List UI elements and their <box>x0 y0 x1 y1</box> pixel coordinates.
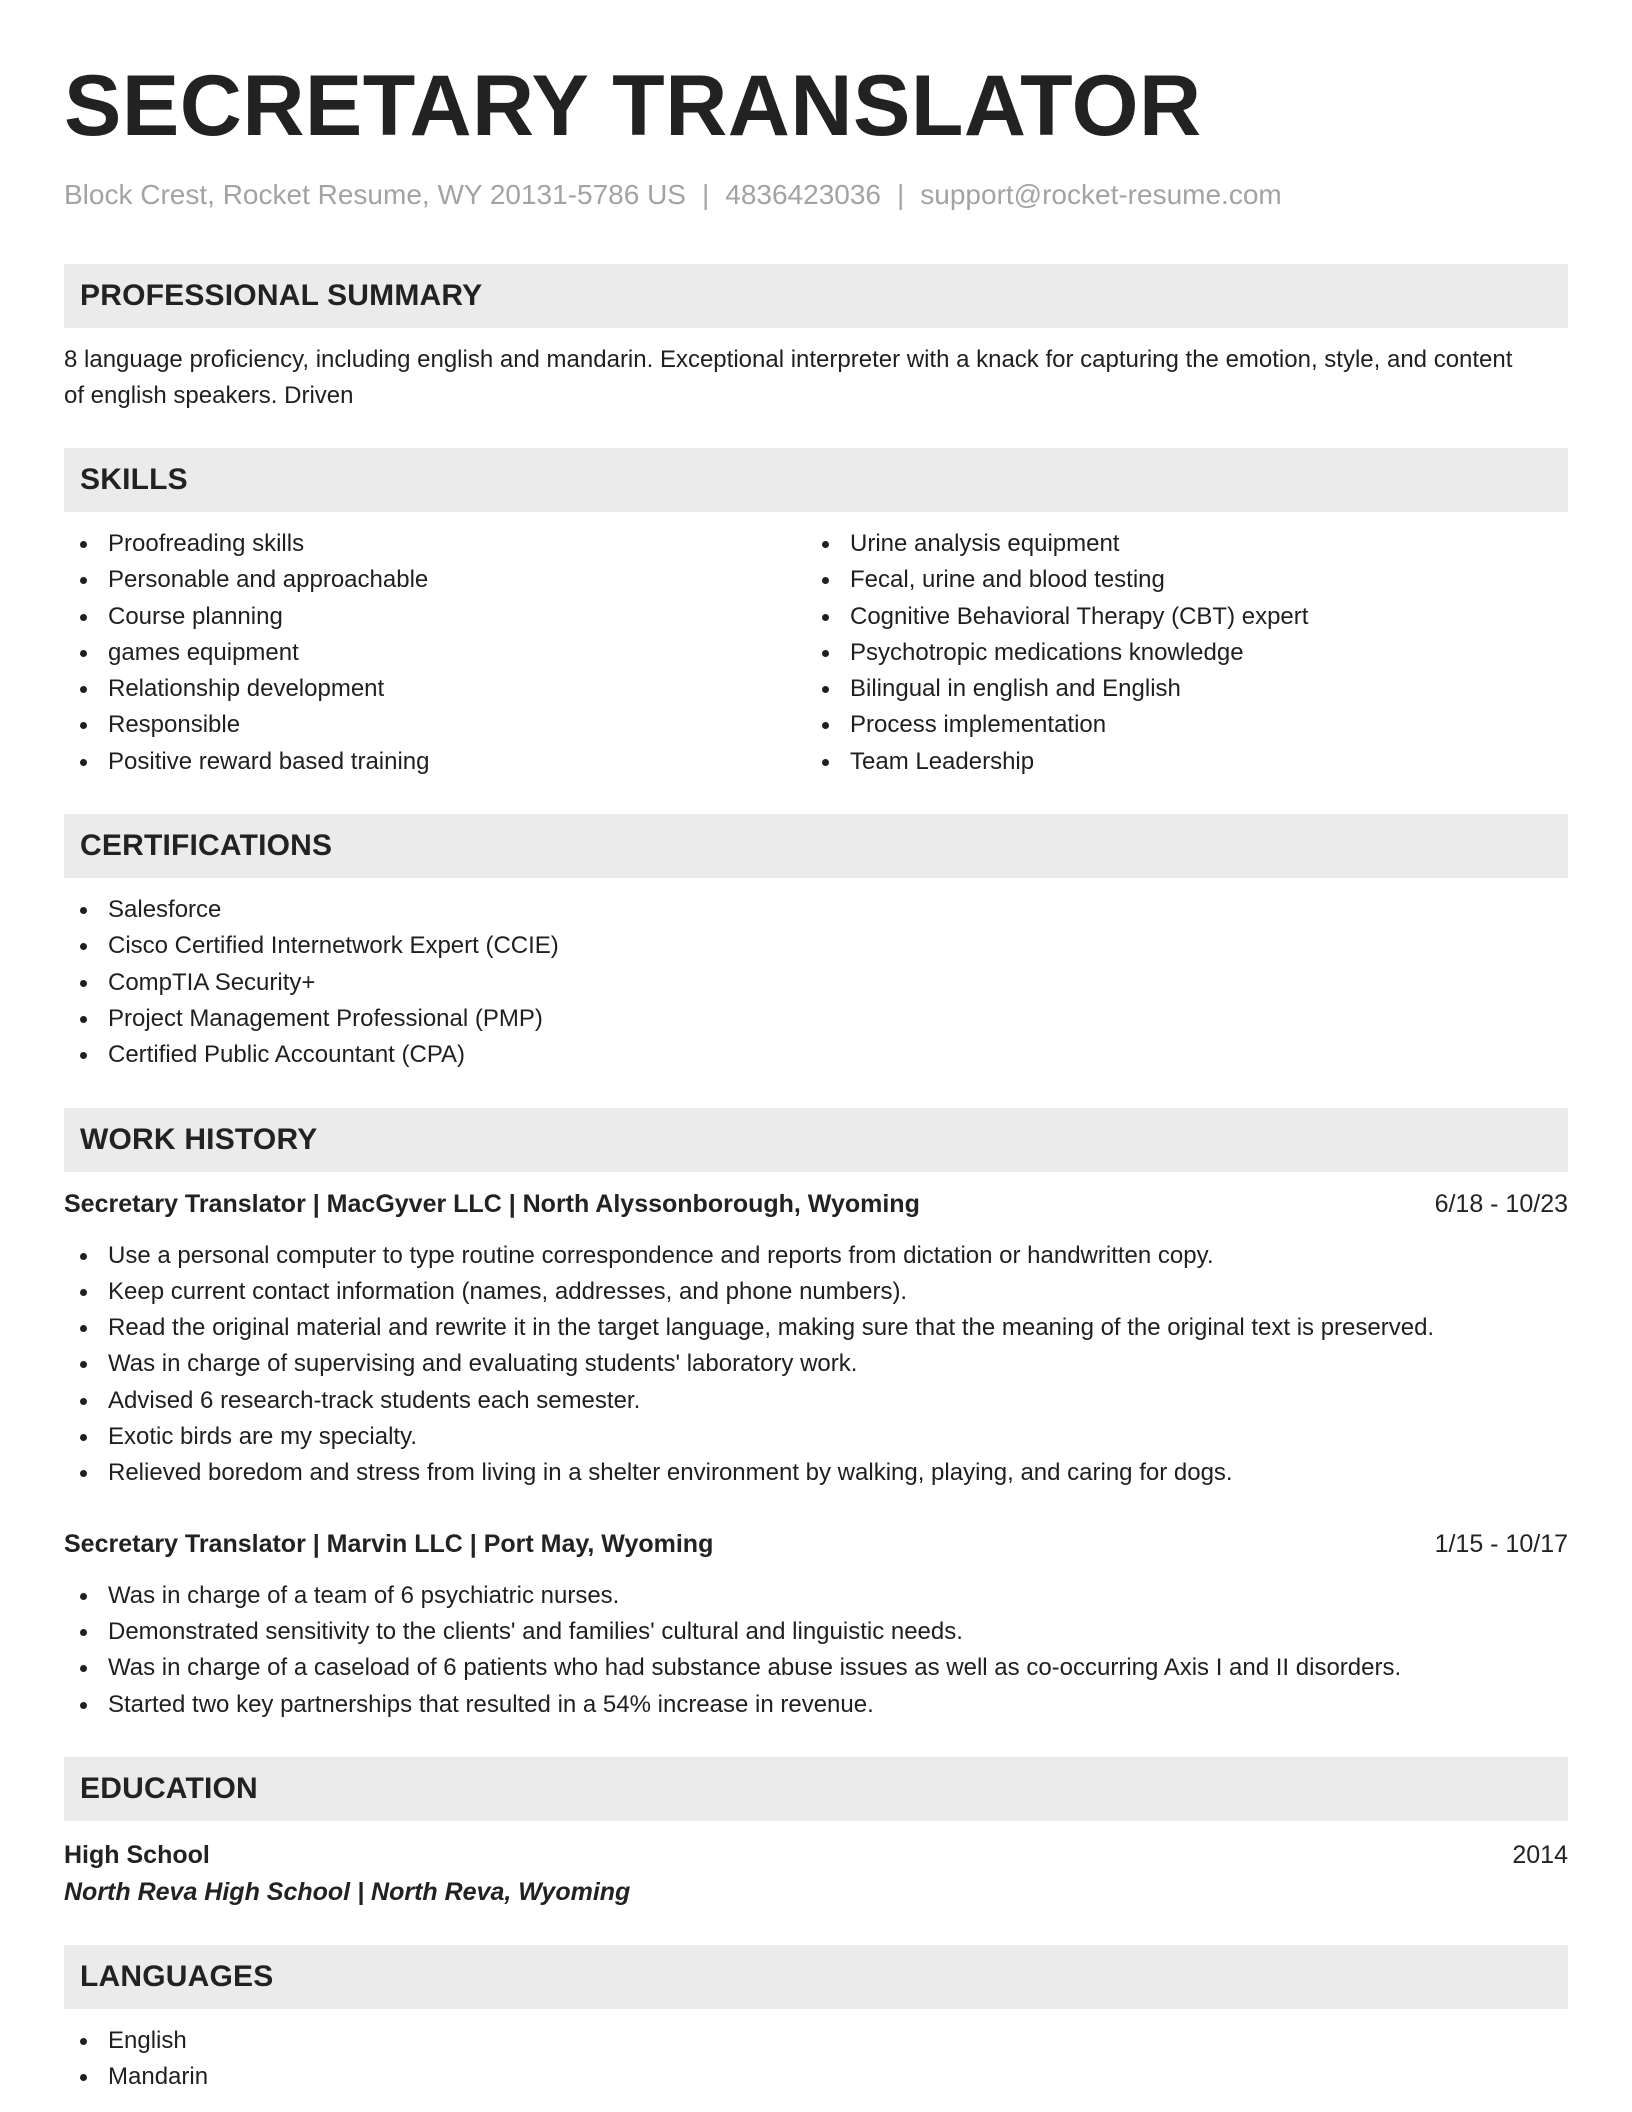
languages-list <box>64 2023 1568 2096</box>
skill-item: Proofreading skills <box>64 526 806 562</box>
job-header <box>64 1526 1568 1562</box>
skill-item: Relationship development <box>64 671 806 707</box>
skill-item: Cognitive Behavioral Therapy (CBT) expert <box>806 599 1548 635</box>
certification-item: Certified Public Accountant (CPA) <box>64 1037 1568 1073</box>
job-dates: 6/18 - 10/23 <box>1434 1189 1568 1218</box>
education-year: 2014 <box>1512 1840 1568 1869</box>
skill-item: Psychotropic medications knowledge <box>806 635 1548 671</box>
language-item: Mandarin <box>64 2059 1568 2095</box>
job-header <box>64 1186 1568 1222</box>
job-bullet: Use a personal computer to type routine correspondence and reports from dictation or handwritten copy. <box>64 1238 1568 1274</box>
job-title: Secretary Translator | MacGyver LLC | North Alyssonborough, Wyoming <box>64 1189 920 1218</box>
job-bullet: Advised 6 research-track students each semester. <box>64 1383 1568 1419</box>
job-bullet: Read the original material and rewrite it in the target language, making sure that the meaning of the original text is preserved. <box>64 1310 1568 1346</box>
job-bullet: Relieved boredom and stress from living in a shelter environment by walking, playing, and caring for dogs. <box>64 1455 1568 1491</box>
candidate-name: SECRETARY TRANSLATOR <box>64 58 1202 154</box>
work-history-heading: WORK HISTORY <box>64 1108 1568 1172</box>
job-title: Secretary Translator | Marvin LLC | Port May, Wyoming <box>64 1529 714 1558</box>
skills-section <box>64 448 1568 780</box>
job-bullet: Keep current contact information (names, addresses, and phone numbers). <box>64 1274 1568 1310</box>
job-entry <box>64 1186 1568 1492</box>
skill-item: Team Leadership <box>806 744 1548 780</box>
job-bullet: Was in charge of supervising and evaluating students' laboratory work. <box>64 1346 1568 1382</box>
job-entry <box>64 1526 1568 1723</box>
skills-list-left <box>64 526 806 780</box>
languages-section <box>64 1945 1568 2096</box>
summary-section <box>64 264 1568 414</box>
contact-phone: 4836423036 <box>725 179 881 210</box>
skill-item: Urine analysis equipment <box>806 526 1548 562</box>
summary-text: 8 language proficiency, including english and mandarin. Exceptional interpreter with a knack for capturing the emotion, style, and content of english speakers. Driven <box>64 346 1513 409</box>
job-dates: 1/15 - 10/17 <box>1434 1529 1568 1558</box>
skill-item: Positive reward based training <box>64 744 806 780</box>
certifications-section <box>64 814 1568 1073</box>
education-heading: EDUCATION <box>64 1757 1568 1821</box>
certification-item: CompTIA Security+ <box>64 965 1568 1001</box>
contact-line <box>64 178 1568 212</box>
language-item: English <box>64 2023 1568 2059</box>
job-bullets <box>64 1578 1568 1723</box>
work-history-section <box>64 1108 1568 1723</box>
contact-email: support@rocket-resume.com <box>920 179 1282 210</box>
education-section <box>64 1757 1568 1911</box>
certifications-list <box>64 892 1568 1073</box>
skill-item: Course planning <box>64 599 806 635</box>
job-bullet: Started two key partnerships that resulted in a 54% increase in revenue. <box>64 1687 1568 1723</box>
skills-heading: SKILLS <box>64 448 1568 512</box>
education-school: North Reva High School | North Reva, Wyoming <box>64 1877 631 1906</box>
education-degree: High School <box>64 1840 210 1869</box>
contact-address: Block Crest, Rocket Resume, WY 20131-5786 US <box>64 179 686 210</box>
contact-separator: | <box>897 179 905 210</box>
skill-item: Fecal, urine and blood testing <box>806 562 1548 598</box>
skill-item: games equipment <box>64 635 806 671</box>
job-bullet: Was in charge of a team of 6 psychiatric nurses. <box>64 1578 1568 1614</box>
certification-item: Project Management Professional (PMP) <box>64 1001 1568 1037</box>
certification-item: Salesforce <box>64 892 1568 928</box>
certifications-heading: CERTIFICATIONS <box>64 814 1568 878</box>
skills-columns <box>64 512 1568 780</box>
summary-heading: PROFESSIONAL SUMMARY <box>64 264 1568 328</box>
job-bullet: Was in charge of a caseload of 6 patients who had substance abuse issues as well as co-occurring Axis I and II disorders. <box>64 1650 1568 1686</box>
education-header <box>64 1837 1568 1873</box>
skill-item: Process implementation <box>806 707 1548 743</box>
certification-item: Cisco Certified Internetwork Expert (CCIE) <box>64 928 1568 964</box>
contact-separator: | <box>701 179 710 210</box>
skills-list-right <box>806 526 1548 780</box>
job-bullets <box>64 1238 1568 1492</box>
skill-item: Responsible <box>64 707 806 743</box>
skill-item: Bilingual in english and English <box>806 671 1548 707</box>
languages-heading: LANGUAGES <box>64 1945 1568 2009</box>
job-bullet: Demonstrated sensitivity to the clients' and families' cultural and linguistic needs. <box>64 1614 1568 1650</box>
skill-item: Personable and approachable <box>64 562 806 598</box>
job-bullet: Exotic birds are my specialty. <box>64 1419 1568 1455</box>
